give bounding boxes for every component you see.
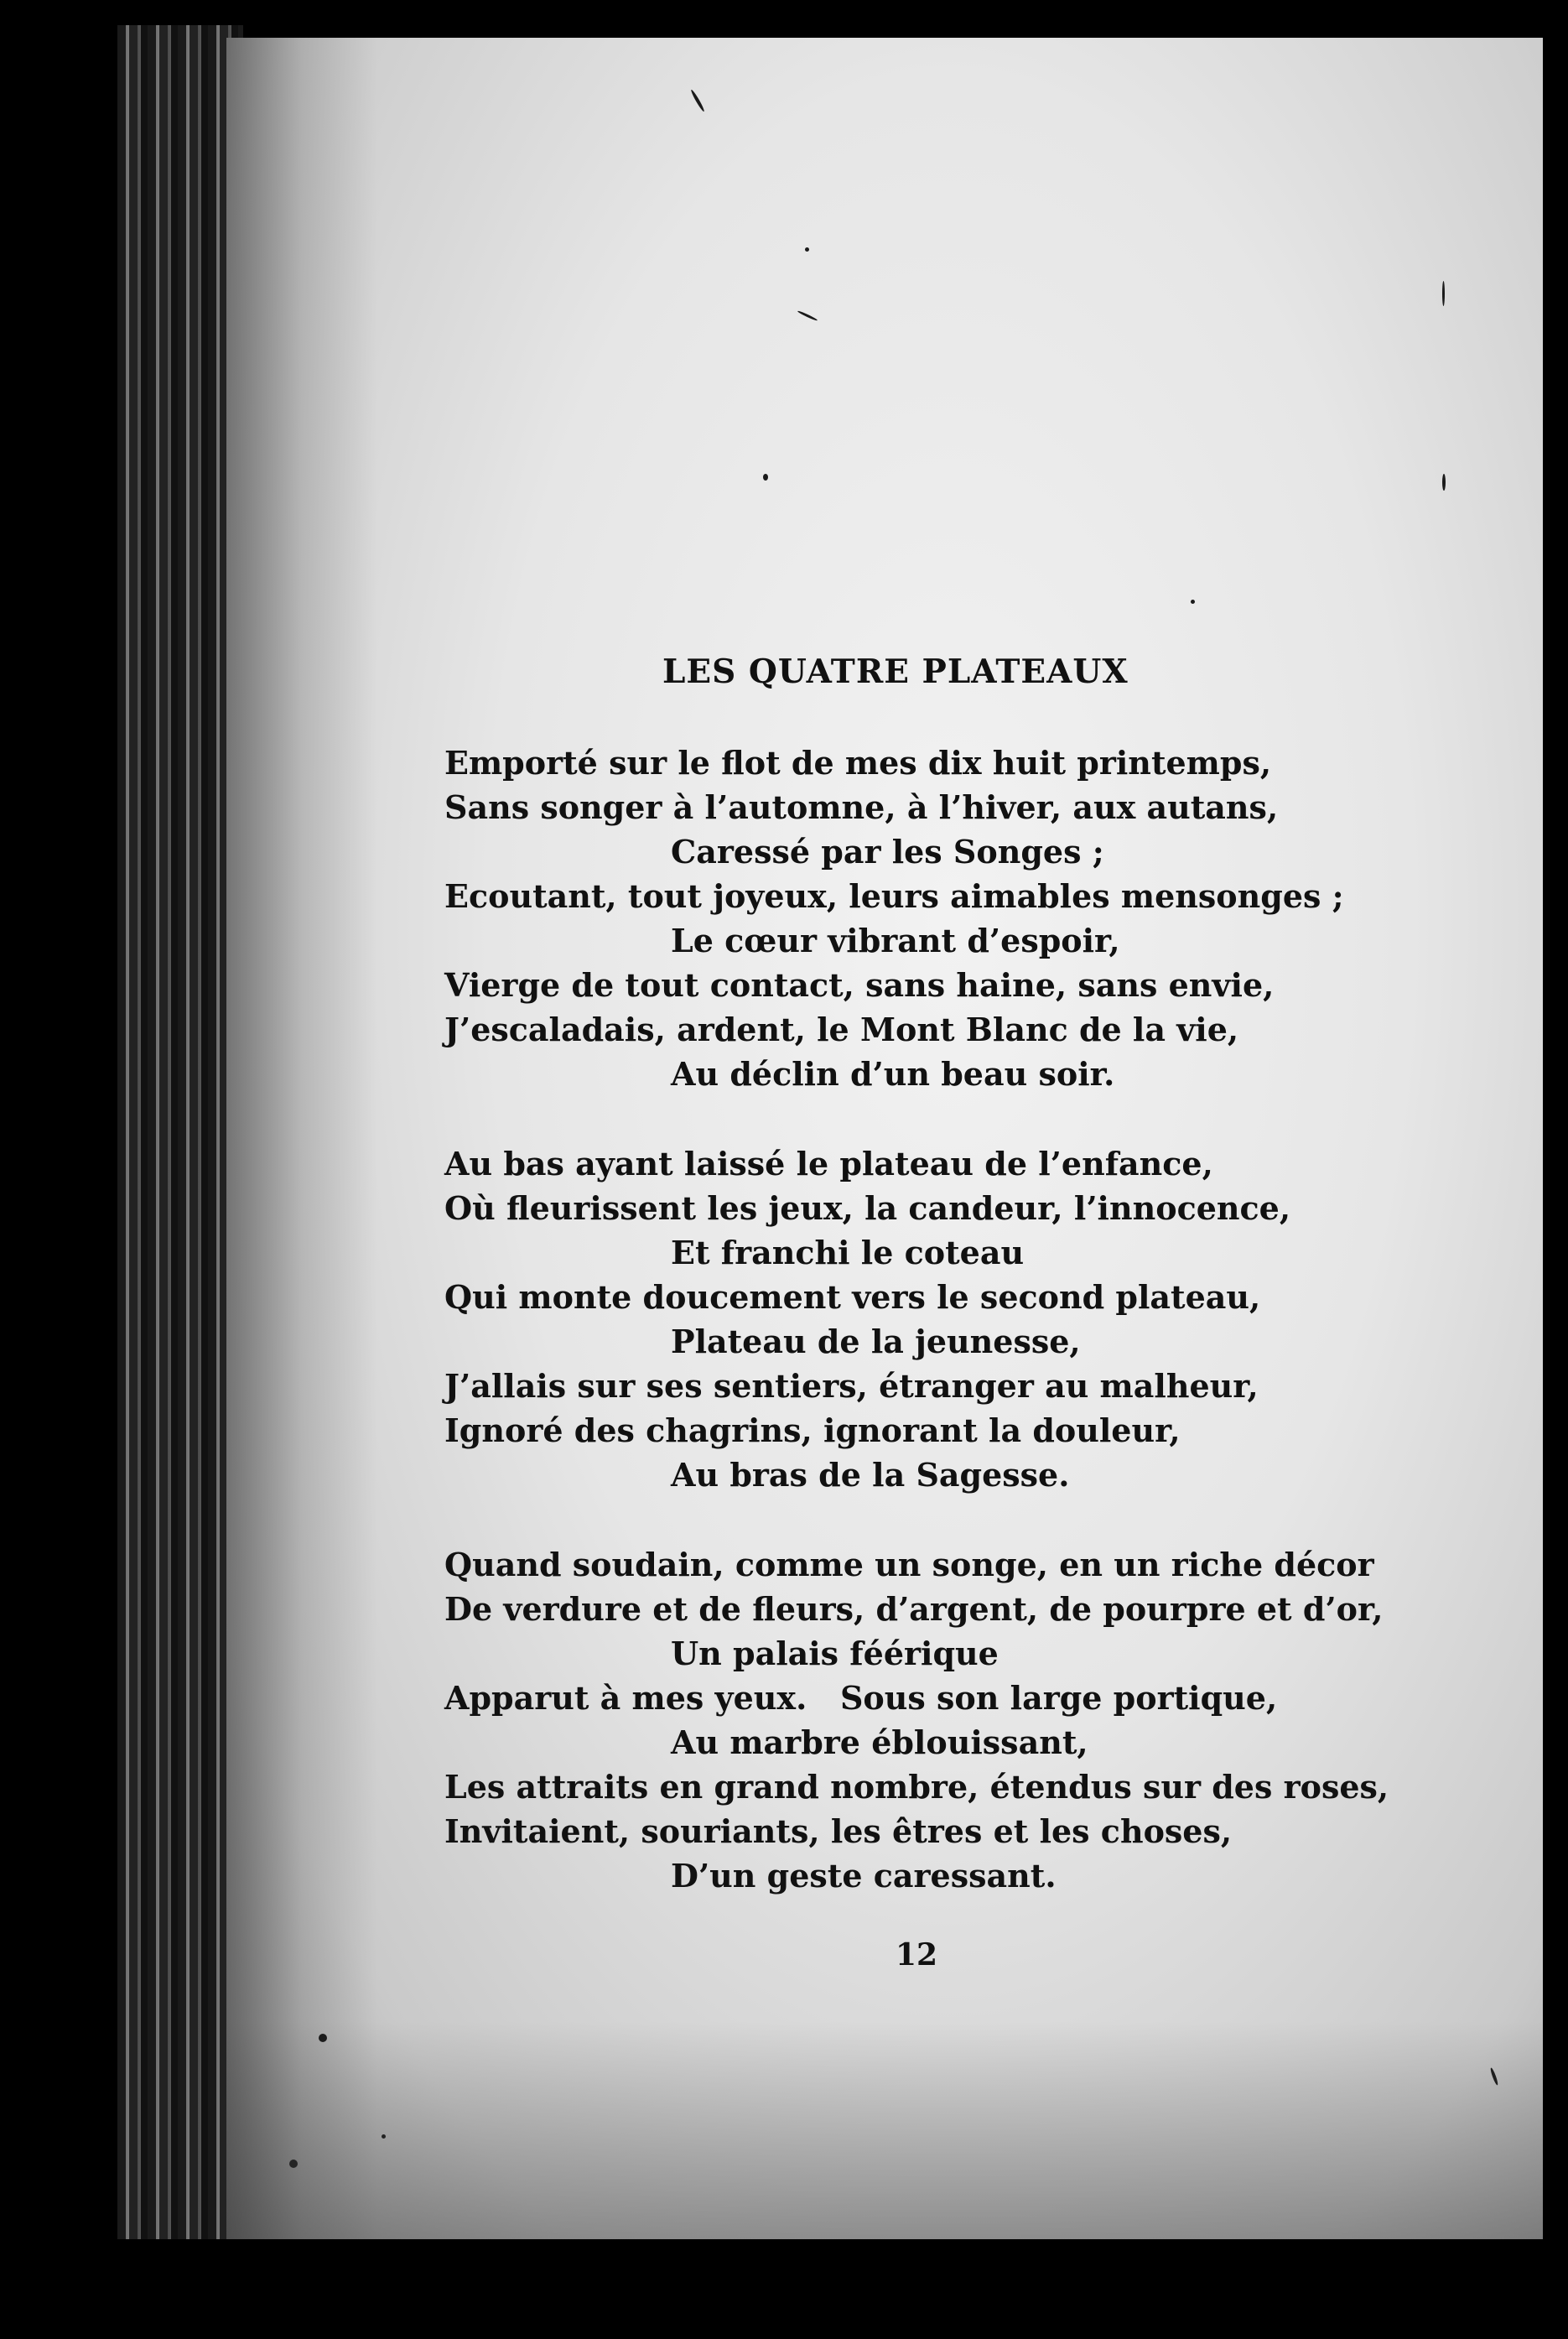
poem-line-indented: Le cœur vibrant d’espoir, (671, 922, 1120, 959)
ink-speck (763, 474, 768, 481)
poem-line: J’allais sur ses sentiers, étranger au malheur, (444, 1367, 1259, 1405)
poem-line-indented: Plateau de la jeunesse, (671, 1323, 1081, 1360)
poem-line-indented: Au bras de la Sagesse. (671, 1456, 1070, 1494)
poem-line-indented: Et franchi le coteau (671, 1234, 1025, 1271)
poem-line-indented: Au déclin d’un beau soir. (671, 1055, 1115, 1093)
ink-speck (1191, 600, 1195, 604)
ink-speck (289, 2160, 298, 2168)
page-number: 12 (896, 1937, 938, 1973)
ink-speck (382, 2134, 386, 2139)
ink-speck (690, 89, 705, 112)
poem-line: J’escaladais, ardent, le Mont Blanc de la vie, (444, 1011, 1239, 1048)
poem-line-indented: Au marbre éblouissant, (671, 1723, 1088, 1761)
poem-line: Au bas ayant laissé le plateau de l’enfance, (444, 1145, 1213, 1182)
poem-line-indented: Caressé par les Songes ; (671, 833, 1104, 871)
poem-line: Sans songer à l’automne, à l’hiver, aux autans, (444, 788, 1279, 826)
poem-title: LES QUATRE PLATEAUX (662, 652, 1129, 691)
ink-speck (1442, 474, 1446, 491)
ink-speck (797, 310, 818, 322)
ink-speck (1489, 2067, 1498, 2086)
stanza-2 (444, 1141, 1518, 1497)
poem-line: De verdure et de fleurs, d’argent, de pourpre et d’or, (444, 1590, 1384, 1628)
ink-speck (1442, 281, 1445, 306)
poem-line-indented: Un palais féérique (671, 1635, 999, 1672)
poem-line: Qui monte doucement vers le second plateau, (444, 1278, 1261, 1316)
poem-line-indented: D’un geste caressant. (671, 1857, 1057, 1895)
poem-line: Vierge de tout contact, sans haine, sans envie, (444, 966, 1275, 1004)
poem-line: Quand soudain, comme un songe, en un riche décor (444, 1546, 1374, 1583)
poem-line: Apparut à mes yeux. Sous son large portique, (444, 1679, 1278, 1717)
poem-line: Les attraits en grand nombre, étendus sur des roses, (444, 1768, 1389, 1806)
ink-speck (319, 2034, 327, 2042)
poem-line: Où fleurissent les jeux, la candeur, l’innocence, (444, 1189, 1291, 1227)
stanza-3 (444, 1542, 1518, 1898)
poem-line: Invitaient, souriants, les êtres et les choses, (444, 1812, 1233, 1850)
poem-line: Ecoutant, tout joyeux, leurs aimables mensonges ; (444, 877, 1344, 915)
poem-line: Emporté sur le flot de mes dix huit printemps, (444, 744, 1272, 782)
poem-body (444, 741, 1518, 1943)
poem-line: Ignoré des chagrins, ignorant la douleur, (444, 1411, 1181, 1449)
ink-speck (805, 247, 809, 252)
book-binding-edge (117, 25, 243, 2239)
stanza-1 (444, 741, 1518, 1096)
